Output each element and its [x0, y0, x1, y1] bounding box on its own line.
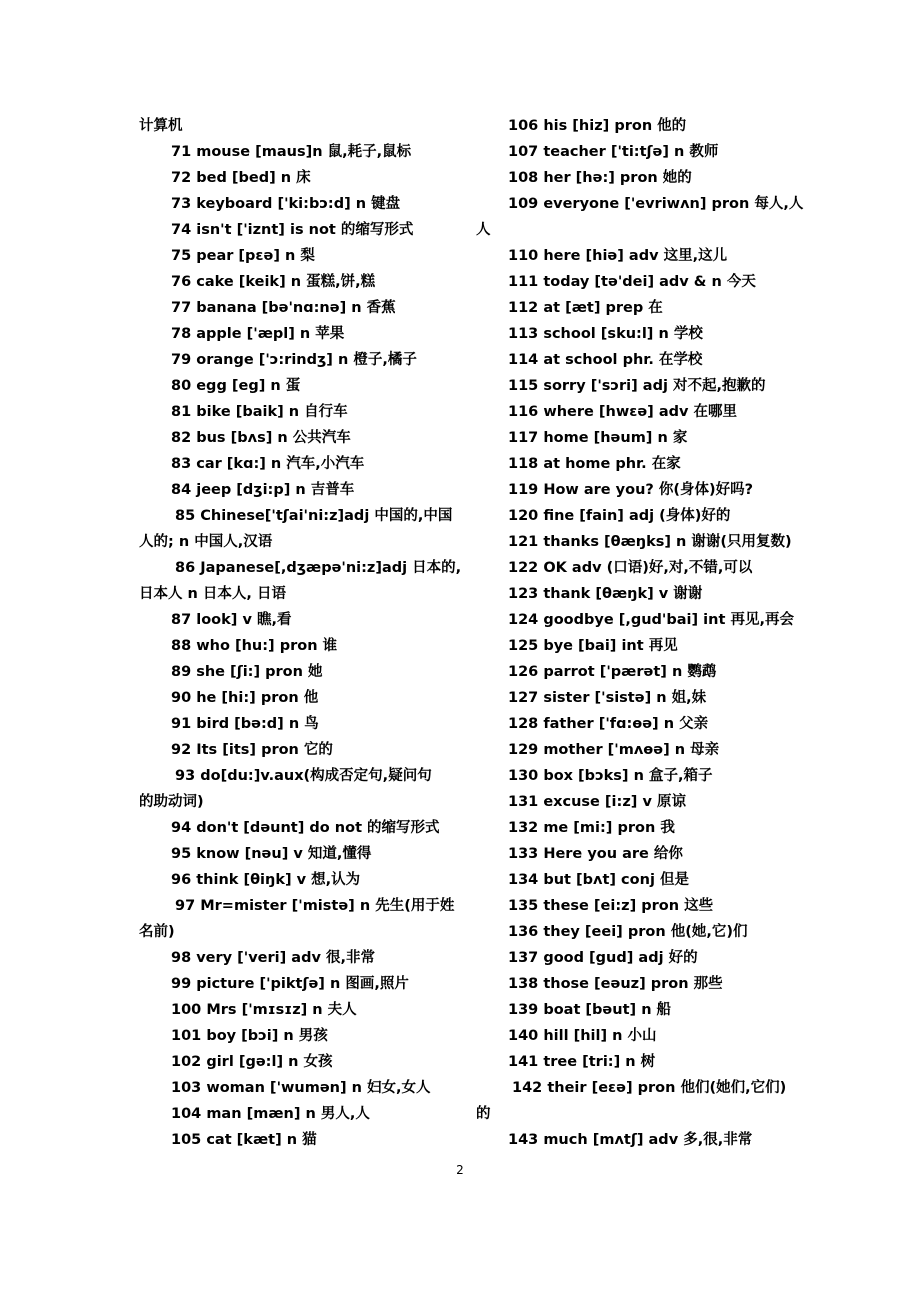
vocab-line: 135 these [ei:z] pron 这些 [508, 898, 714, 914]
vocab-line: 128 father ['fɑ:ɵə] n 父亲 [508, 716, 709, 732]
vocab-line: 120 fine [fain] adj (身体)好的 [508, 508, 731, 524]
vocab-line: 92 Its [its] pron 它的 [171, 742, 333, 758]
vocab-line: 94 don't [dəunt] do not 的缩写形式 [171, 820, 440, 836]
vocab-line: 103 woman ['wumən] n 妇女,女人 [171, 1080, 431, 1096]
vocab-line: 111 today [tə'dei] adv & n 今天 [508, 274, 756, 290]
vocab-line: 100 Mrs ['mɪsɪz] n 夫人 [171, 1002, 357, 1018]
vocab-line: 102 girl [gə:l] n 女孩 [171, 1054, 333, 1070]
vocab-line: 123 thank [θæŋk] v 谢谢 [508, 586, 703, 602]
vocab-line: 139 boat [bəut] n 船 [508, 1002, 672, 1018]
vocab-line: 126 parrot ['pærət] n 鹦鹉 [508, 664, 717, 680]
vocab-line: 76 cake [keik] n 蛋糕,饼,糕 [171, 274, 376, 290]
vocab-line: 96 think [θiŋk] v 想,认为 [171, 872, 361, 888]
vocab-line: 136 they [eei] pron 他(她,它)们 [508, 924, 748, 940]
vocab-line: 88 who [hu:] pron 谁 [171, 638, 338, 654]
vocab-line: 98 very ['veri] adv 很,非常 [171, 950, 375, 966]
vocab-line: 83 car [kɑ:] n 汽车,小汽车 [171, 456, 365, 472]
vocab-line: 72 bed [bed] n 床 [171, 170, 311, 186]
vocab-line: 116 where [hwɛə] adv 在哪里 [508, 404, 737, 420]
vocab-line: 78 apple ['æpl] n 苹果 [171, 326, 345, 342]
vocab-line: 142 their [eɛə] pron 他们(她们,它们) [512, 1080, 787, 1096]
vocab-line: 的助动词) [139, 794, 204, 810]
vocab-line: 124 goodbye [,gud'bai] int 再见,再会 [508, 612, 794, 628]
vocab-line: 77 banana [bə'nɑ:nə] n 香蕉 [171, 300, 396, 316]
vocab-line: 133 Here you are 给你 [508, 846, 683, 862]
vocab-line: 134 but [bʌt] conj 但是 [508, 872, 689, 888]
vocab-line: 108 her [hə:] pron 她的 [508, 170, 692, 186]
vocab-line: 130 box [bɔks] n 盒子,箱子 [508, 768, 713, 784]
vocab-line: 91 bird [bə:d] n 鸟 [171, 716, 319, 732]
vocab-line: 的 [476, 1106, 491, 1122]
vocab-line: 81 bike [baik] n 自行车 [171, 404, 348, 420]
vocab-line: 122 OK adv (口语)好,对,不错,可以 [508, 560, 753, 576]
vocab-line: 115 sorry ['sɔri] adj 对不起,抱歉的 [508, 378, 766, 394]
vocab-line: 106 his [hiz] pron 他的 [508, 118, 687, 134]
vocab-line: 71 mouse [maus]n 鼠,耗子,鼠标 [171, 144, 412, 160]
vocab-line: 75 pear [pɛə] n 梨 [171, 248, 315, 264]
vocab-line: 143 much [mʌtʃ] adv 多,很,非常 [508, 1132, 753, 1148]
vocab-line: 84 jeep [dʒi:p] n 吉普车 [171, 482, 355, 498]
vocab-line: 127 sister ['sistə] n 姐,妹 [508, 690, 707, 706]
vocab-line: 85 Chinese['tʃai'ni:z]adj 中国的,中国 [175, 508, 453, 524]
vocab-line: 141 tree [tri:] n 树 [508, 1054, 656, 1070]
vocab-line: 114 at school phr. 在学校 [508, 352, 703, 368]
vocab-line: 137 good [gud] adj 好的 [508, 950, 698, 966]
vocab-line: 97 Mr=mister ['mistə] n 先生(用于姓 [175, 898, 455, 914]
vocab-line: 99 picture ['piktʃə] n 图画,照片 [171, 976, 409, 992]
vocab-line: 113 school [sku:l] n 学校 [508, 326, 703, 342]
vocab-line: 140 hill [hil] n 小山 [508, 1028, 657, 1044]
vocab-line: 131 excuse [i:z] v 原谅 [508, 794, 686, 810]
vocab-line: 129 mother ['mʌɵə] n 母亲 [508, 742, 720, 758]
vocab-line: 117 home [həum] n 家 [508, 430, 688, 446]
vocab-line: 125 bye [bai] int 再见 [508, 638, 678, 654]
vocab-line: 74 isn't ['iznt] is not 的缩写形式 [171, 222, 414, 238]
vocab-line: 名前) [139, 924, 175, 940]
page-number: 2 [456, 1163, 464, 1177]
vocab-line: 110 here [hiə] adv 这里,这儿 [508, 248, 728, 264]
vocab-line: 日本人 n 日本人, 日语 [139, 586, 286, 602]
vocab-line: 73 keyboard ['ki:bɔ:d] n 键盘 [171, 196, 401, 212]
vocab-line: 121 thanks [θæŋks] n 谢谢(只用复数) [508, 534, 792, 550]
vocab-line: 95 know [nəu] v 知道,懂得 [171, 846, 372, 862]
vocab-line: 101 boy [bɔi] n 男孩 [171, 1028, 328, 1044]
vocab-line: 90 he [hi:] pron 他 [171, 690, 319, 706]
vocab-line: 119 How are you? 你(身体)好吗? [508, 482, 754, 498]
vocab-line: 计算机 [139, 118, 183, 134]
vocab-line: 105 cat [kæt] n 猫 [171, 1132, 317, 1148]
vocab-line: 人的; n 中国人,汉语 [139, 534, 273, 550]
left-column [139, 113, 462, 1153]
right-column [476, 113, 804, 1153]
vocab-line: 93 do[du:]v.aux(构成否定句,疑问句 [175, 768, 432, 784]
vocab-line: 138 those [eəuz] pron 那些 [508, 976, 723, 992]
vocab-line: 87 look] v 瞧,看 [171, 612, 292, 628]
vocab-line: 86 Japanese[,dʒæpə'ni:z]adj 日本的, [175, 560, 462, 576]
vocab-line: 人 [476, 222, 491, 238]
vocab-line: 118 at home phr. 在家 [508, 456, 681, 472]
vocab-line: 109 everyone ['evriwʌn] pron 每人,人 [508, 196, 804, 212]
vocab-line: 104 man [mæn] n 男人,人 [171, 1106, 370, 1122]
vocab-line: 79 orange ['ɔ:rindʒ] n 橙子,橘子 [171, 352, 417, 368]
vocab-line: 89 she [ʃi:] pron 她 [171, 664, 323, 680]
vocab-line: 132 me [mi:] pron 我 [508, 820, 675, 836]
vocab-line: 107 teacher ['ti:tʃə] n 教师 [508, 144, 719, 160]
vocab-line: 80 egg [eg] n 蛋 [171, 378, 301, 394]
vocab-line: 82 bus [bʌs] n 公共汽车 [171, 430, 351, 446]
vocab-line: 112 at [æt] prep 在 [508, 300, 663, 316]
